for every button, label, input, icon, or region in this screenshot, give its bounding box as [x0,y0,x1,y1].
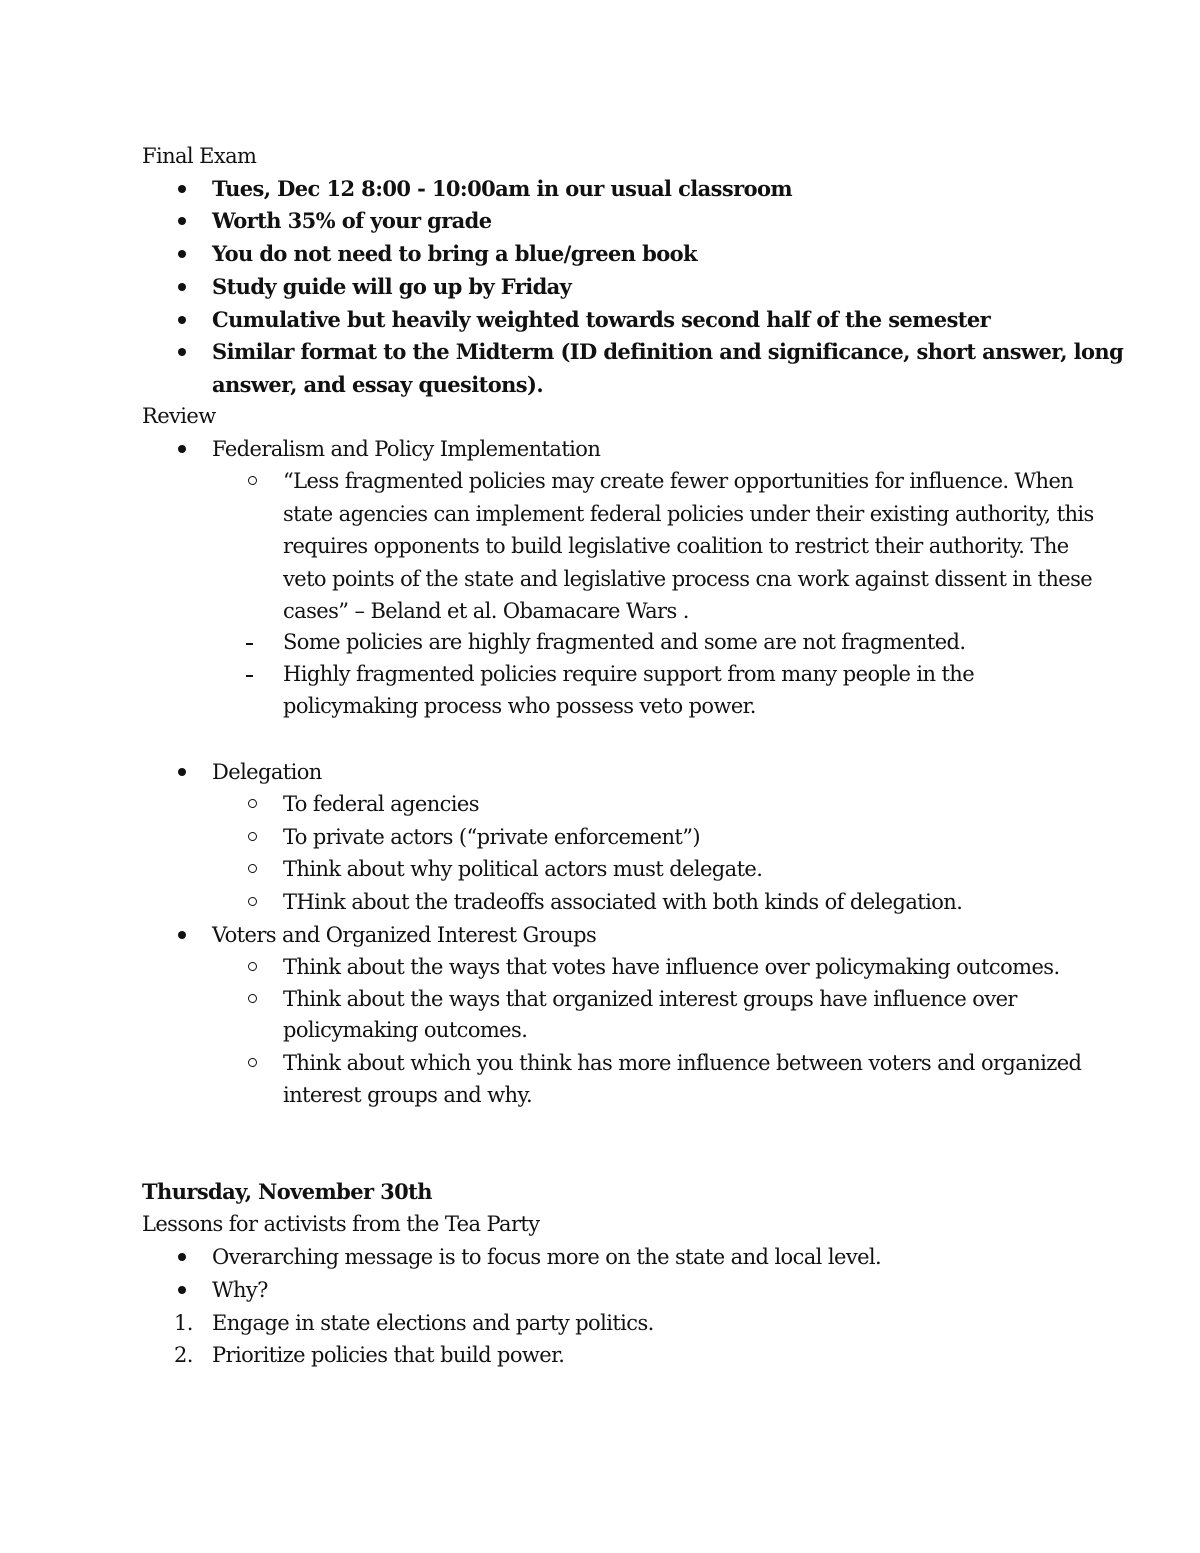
exam-cumulative-item: Cumulative but heavily weighted towards second half of the semester [212,307,991,332]
fragmented-note: Some policies are highly fragmented and some are not fragmented. [283,630,966,654]
bullet-icon [178,250,186,258]
circle-bullet-icon [248,864,257,873]
list-number: 1. [174,1311,193,1335]
circle-bullet-icon [248,476,257,485]
numbered-item: Engage in state elections and party politics. [212,1311,654,1335]
bullet-icon [178,348,186,356]
federalism-quote-line: “Less fragmented policies may create fewer opportunities for influence. When [283,469,1074,493]
voters-title: Voters and Organized Interest Groups [212,923,597,947]
bullet-icon [178,283,186,291]
delegation-item: THink about the tradeoffs associated with both kinds of delegation. [283,890,963,914]
voters-item: Think about which you think has more influence between voters and organized [283,1051,1082,1075]
delegation-item: To private actors (“private enforcement”) [283,825,700,849]
federalism-quote-line: state agencies can implement federal policies under their existing authority, this [283,502,1094,526]
bullet-icon [178,1253,186,1261]
exam-weight-item: Worth 35% of your grade [212,208,492,233]
tea-party-subheading: Lessons for activists from the Tea Party [142,1212,540,1236]
veto-power-note-cont: policymaking process who possess veto power. [283,694,756,718]
tea-party-item: Why? [212,1278,268,1302]
bullet-icon [178,445,186,453]
bullet-icon [178,1286,186,1294]
dash-bullet-icon [246,643,253,645]
federalism-quote-line: requires opponents to build legislative coalition to restrict their authority. The [283,534,1069,558]
exam-book-item: You do not need to bring a blue/green book [212,241,698,266]
exam-date-item: Tues, Dec 12 8:00 - 10:00am in our usual classroom [212,176,793,201]
delegation-item: To federal agencies [283,792,479,816]
numbered-item: Prioritize policies that build power. [212,1343,565,1367]
federalism-quote-line: veto points of the state and legislative process cna work against dissent in these [283,567,1093,591]
delegation-title: Delegation [212,760,322,784]
circle-bullet-icon [248,1058,257,1067]
circle-bullet-icon [248,799,257,808]
voters-item: Think about the ways that organized interest groups have influence over [283,987,1017,1011]
voters-item-cont: policymaking outcomes. [283,1018,528,1042]
delegation-item: Think about why political actors must delegate. [283,857,763,881]
thursday-heading: Thursday, November 30th [142,1179,432,1204]
exam-study-guide-item: Study guide will go up by Friday [212,274,572,299]
circle-bullet-icon [248,994,257,1003]
federalism-title: Federalism and Policy Implementation [212,437,601,461]
circle-bullet-icon [248,897,257,906]
dash-bullet-icon [246,675,253,677]
bullet-icon [178,185,186,193]
federalism-quote-line: cases” – Beland et al. Obamacare Wars . [283,599,689,623]
final-exam-heading: Final Exam [142,144,257,168]
voters-item: Think about the ways that votes have influence over policymaking outcomes. [283,955,1060,979]
bullet-icon [178,217,186,225]
list-number: 2. [174,1343,193,1367]
bullet-icon [178,316,186,324]
bullet-icon [178,931,186,939]
bullet-icon [178,768,186,776]
veto-power-note: Highly fragmented policies require support from many people in the [283,662,975,686]
circle-bullet-icon [248,962,257,971]
voters-item-cont: interest groups and why. [283,1083,533,1107]
tea-party-item: Overarching message is to focus more on the state and local level. [212,1245,882,1269]
circle-bullet-icon [248,832,257,841]
review-heading: Review [142,404,216,428]
exam-format-item-cont: answer, and essay quesitons). [212,372,544,397]
exam-format-item: Similar format to the Midterm (ID definition and significance, short answer, long [212,339,1124,364]
